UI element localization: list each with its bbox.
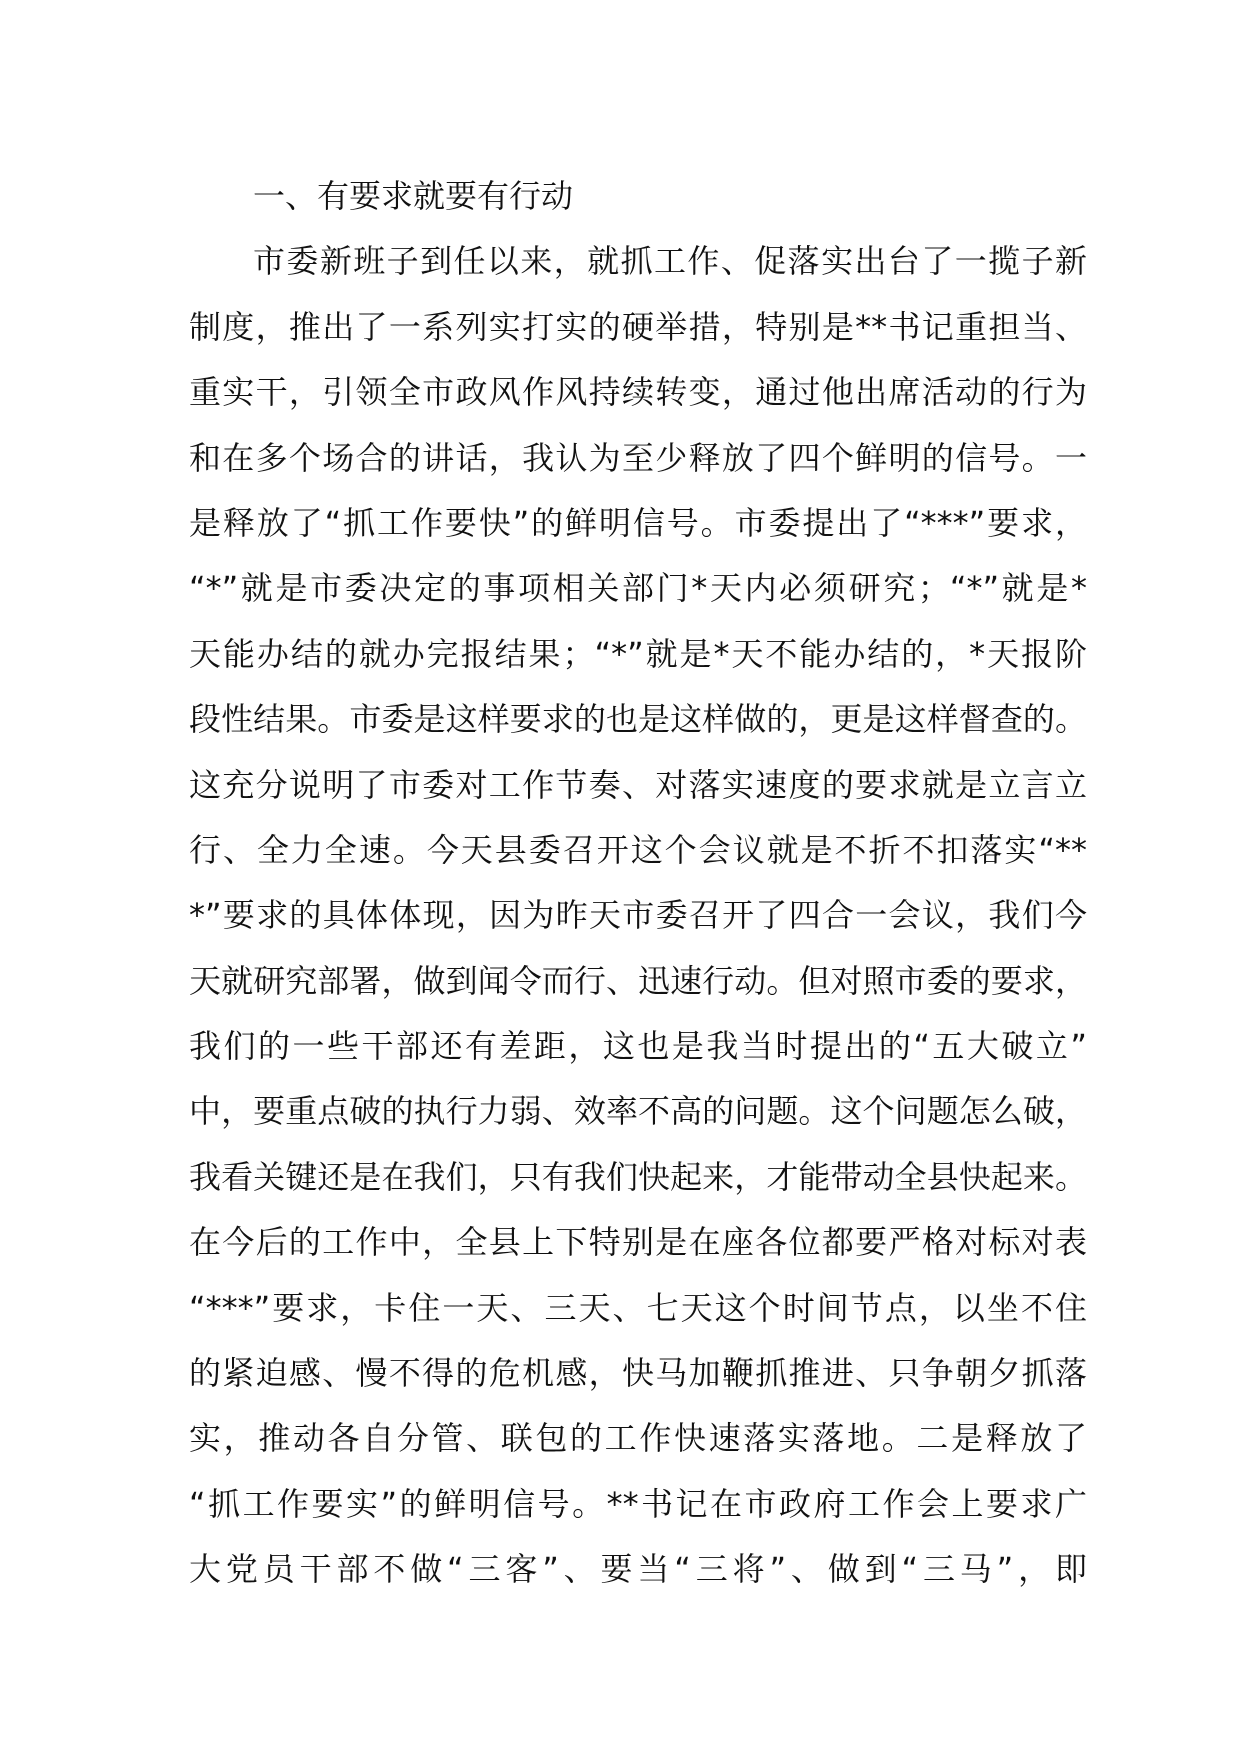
section-heading: 一、有要求就要有行动 [253, 177, 574, 215]
paragraph-line: 在今后的工作中，全县上下特别是在座各位都要严格对标对表 [189, 1223, 1087, 1262]
paragraph-line: 这充分说明了市委对工作节奏、对落实速度的要求就是立言立 [189, 765, 1087, 804]
paragraph-line: 天能办结的就办完报结果；“*”就是*天不能办结的，*天报阶 [189, 634, 1087, 673]
paragraph-line: “***”要求，卡住一天、三天、七天这个时间节点，以坐不住 [189, 1288, 1087, 1327]
paragraph-line: 市委新班子到任以来，就抓工作、促落实出台了一揽子新 [253, 242, 1087, 281]
paragraph-line: 我们的一些干部还有差距，这也是我当时提出的“五大破立” [189, 1027, 1087, 1066]
paragraph-line: 我看关键还是在我们，只有我们快起来，才能带动全县快起来。 [189, 1157, 1087, 1196]
document-body [189, 164, 1087, 1603]
paragraph-line: 的紧迫感、慢不得的危机感，快马加鞭抓推进、只争朝夕抓落 [189, 1354, 1087, 1393]
paragraph-line: 是释放了“抓工作要快”的鲜明信号。市委提出了“***”要求， [189, 503, 1087, 542]
paragraph-line: 和在多个场合的讲话，我认为至少释放了四个鲜明的信号。一 [189, 438, 1087, 477]
paragraph-line: 重实干，引领全市政风作风持续转变，通过他出席活动的行为 [189, 373, 1087, 412]
paragraph-line: 天就研究部署，做到闻令而行、迅速行动。但对照市委的要求， [189, 961, 1087, 1000]
paragraph-line: “*”就是市委决定的事项相关部门*天内必须研究；“*”就是* [189, 569, 1087, 608]
paragraph-line: *”要求的具体体现，因为昨天市委召开了四合一会议，我们今 [189, 896, 1087, 935]
paragraph-line: 实，推动各自分管、联包的工作快速落实落地。二是释放了 [189, 1419, 1087, 1458]
paragraph-line: 制度，推出了一系列实打实的硬举措，特别是**书记重担当、 [189, 307, 1087, 346]
paragraph-line: 行、全力全速。今天县委召开这个会议就是不折不扣落实“** [189, 830, 1087, 869]
paragraph-line: “抓工作要实”的鲜明信号。**书记在市政府工作会上要求广 [189, 1484, 1087, 1523]
paragraph-line: 段性结果。市委是这样要求的也是这样做的，更是这样督查的。 [189, 700, 1087, 739]
paragraph-line: 大党员干部不做“三客”、要当“三将”、做到“三马”，即 [189, 1550, 1087, 1589]
paragraph-line: 中，要重点破的执行力弱、效率不高的问题。这个问题怎么破， [189, 1092, 1087, 1131]
